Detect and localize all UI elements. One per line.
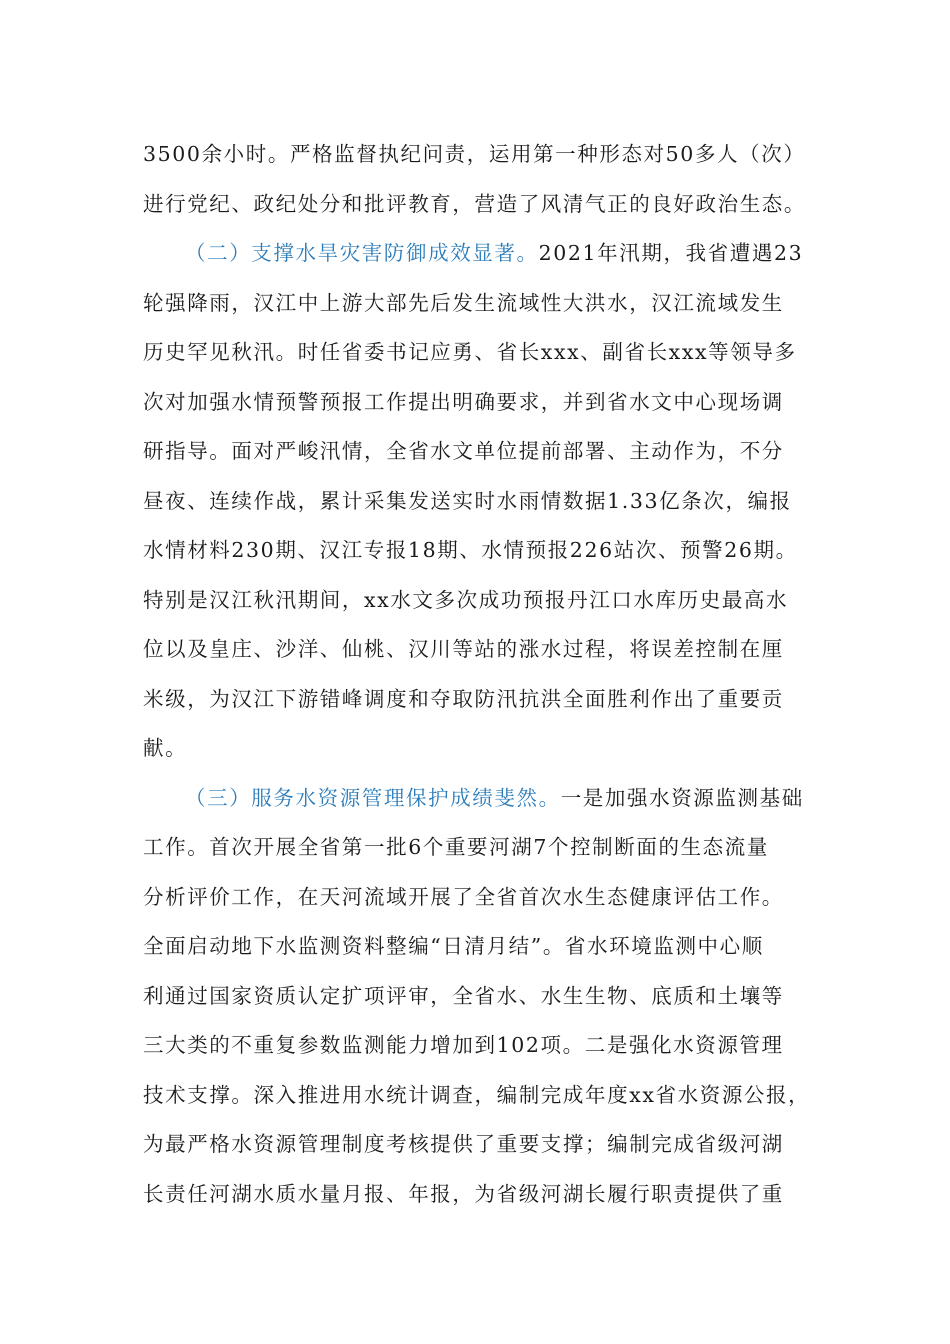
text-line: 特别是汉江秋汛期间，xx水文多次成功预报丹江口水库历史最高水 bbox=[143, 587, 789, 612]
text-line: 次对加强水情预警预报工作提出明确要求，并到省水文中心现场调 bbox=[143, 389, 784, 414]
text-line: 利通过国家资质认定扩项评审，全省水、水生生物、底质和土壤等 bbox=[143, 983, 784, 1008]
text-line: 研指导。面对严峻汛情，全省水文单位提前部署、主动作为，不分 bbox=[143, 439, 784, 463]
text-run: 一是加强水资源监测基础 bbox=[560, 785, 804, 810]
document-body bbox=[143, 130, 823, 1219]
text-line: 历史罕见秋汛。时任省委书记应勇、省长xxx、副省长xxx等领导多 bbox=[143, 340, 797, 364]
section-heading: （三）服务水资源管理保护成绩斐然。 bbox=[185, 785, 561, 810]
text-line: 3500余小时。严格监督执纪问责，运用第一种形态对50多人（次） bbox=[143, 142, 806, 166]
text-line: 轮强降雨，汉江中上游大部先后发生流域性大洪水，汉江流域发生 bbox=[143, 290, 784, 315]
text-line: 献。 bbox=[143, 736, 188, 760]
text-line: 位以及皇庄、沙洋、仙桃、汉川等站的涨水过程，将误差控制在厘 bbox=[143, 637, 784, 661]
text-line: 技术支撑。深入推进用水统计调查，编制完成年度xx省水资源公报， bbox=[143, 1082, 811, 1107]
text-line: 米级，为汉江下游错峰调度和夺取防汛抗洪全面胜利作出了重要贡 bbox=[143, 686, 784, 711]
text-line: 三大类的不重复参数监测能力增加到102项。二是强化水资源管理 bbox=[143, 1033, 784, 1057]
text-line: 水情材料230期、汉江专报18期、水情预报226站次、预警26期。 bbox=[143, 538, 798, 562]
text-line: 分析评价工作，在天河流域开展了全省首次水生态健康评估工作。 bbox=[143, 884, 784, 909]
paragraph-start-line bbox=[143, 774, 823, 824]
text-line: 为最严格水资源管理制度考核提供了重要支撑；编制完成省级河湖 bbox=[143, 1132, 784, 1156]
text-line: 全面启动地下水监测资料整编“日清月结”。省水环境监测中心顺 bbox=[143, 934, 764, 958]
text-line: 长责任河湖水质水量月报、年报，为省级河湖长履行职责提供了重 bbox=[143, 1181, 784, 1206]
text-line: 工作。首次开展全省第一批6个重要河湖7个控制断面的生态流量 bbox=[143, 835, 769, 859]
text-run: 2021年汛期，我省遭遇23 bbox=[538, 241, 804, 265]
section-heading: （二）支撑水旱灾害防御成效显著。 bbox=[185, 241, 539, 265]
text-line: 进行党纪、政纪处分和批评教育，营造了风清气正的良好政治生态。 bbox=[143, 191, 806, 216]
paragraph-start-line bbox=[143, 229, 823, 279]
text-line: 昼夜、连续作战，累计采集发送实时水雨情数据1.33亿条次，编报 bbox=[143, 488, 792, 513]
